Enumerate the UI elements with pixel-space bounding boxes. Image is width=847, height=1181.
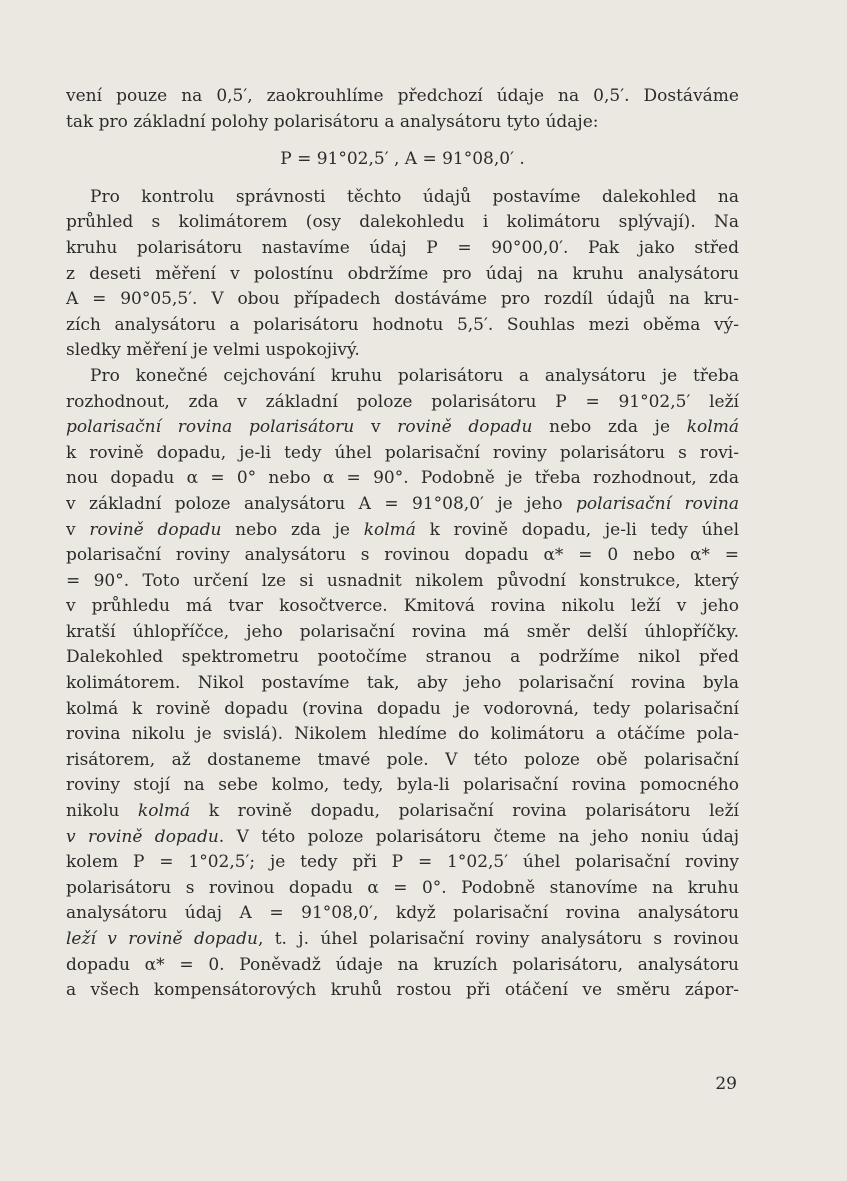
text-line: kolimátorem. Nikol postavíme tak, aby jeho polarisační rovina byla	[66, 673, 739, 694]
text-line: zích analysátoru a polarisátoru hodnotu 5,5′. Souhlas mezi oběma vý-	[66, 314, 739, 335]
text-line: kratší úhlopříčce, jeho polarisační rovina má směr delší úhlopříčky.	[66, 621, 739, 642]
text-line: kolmá k rovině dopadu (rovina dopadu je vodorovná, tedy polarisační	[66, 698, 739, 719]
text-line: roviny stojí na sebe kolmo, tedy, byla-li polarisační rovina pomocného	[66, 775, 739, 796]
text-line: rozhodnout, zda v základní poloze polarisátoru P = 91°02,5′ leží	[66, 391, 739, 412]
text-line: Dalekohled spektrometru pootočíme stranou a podržíme nikol před	[66, 647, 739, 668]
text-line: dopadu α* = 0. Poněvadž údaje na kruzích polarisátoru, analysátoru	[66, 954, 739, 975]
text-line: sledky měření je velmi uspokojivý.	[66, 340, 360, 361]
text-line: a všech kompensátorových kruhů rostou při otáčení ve směru zápor-	[66, 980, 739, 1001]
page-number: 29	[715, 1074, 737, 1094]
text-line: A = 90°05,5′. V obou případech dostáváme pro rozdíl údajů na kru-	[66, 289, 739, 310]
text-line: = 90°. Toto určení lze si usnadnit nikolem původní konstrukce, který	[66, 570, 739, 591]
text-line: nou dopadu α = 0° nebo α = 90°. Podobně je třeba rozhodnout, zda	[66, 468, 739, 489]
text-line: v základní poloze analysátoru A = 91°08,0′ je jeho polarisační rovina	[66, 493, 739, 514]
text-line: průhled s kolimátorem (osy dalekohledu i kolimátoru splývají). Na	[66, 212, 739, 233]
text-line: rovina nikolu je svislá). Nikolem hledíme do kolimátoru a otáčíme pola-	[66, 724, 739, 745]
text-line: v rovině dopadu nebo zda je kolmá k rovině dopadu, je-li tedy úhel	[66, 519, 740, 540]
text-line: kruhu polarisátoru nastavíme údaj P = 90°00,0′. Pak jako střed	[66, 237, 739, 258]
text-line: k rovině dopadu, je-li tedy úhel polarisační roviny polarisátoru s rovi-	[66, 442, 739, 463]
text-line: P = 91°02,5′ , A = 91°08,0′ .	[280, 149, 525, 170]
text-line: Pro konečné cejchování kruhu polarisátoru a analysátoru je třeba	[90, 365, 739, 386]
text-line: Pro kontrolu správnosti těchto údajů postavíme dalekohled na	[90, 186, 739, 207]
text-line: polarisační roviny analysátoru s rovinou dopadu α* = 0 nebo α* =	[66, 545, 739, 566]
text-line: vení pouze na 0,5′, zaokrouhlíme předchozí údaje na 0,5′. Dostáváme	[66, 86, 739, 106]
text-line: kolem P = 1°02,5′; je tedy při P = 1°02,5′ úhel polarisační roviny	[66, 852, 739, 873]
text-line: polarisátoru s rovinou dopadu α = 0°. Podobně stanovíme na kruhu	[66, 877, 739, 898]
text-line: polarisační rovina polarisátoru v rovině dopadu nebo zda je kolmá	[66, 417, 739, 438]
text-line: risátorem, až dostaneme tmavé pole. V této poloze obě polarisační	[66, 749, 739, 770]
text-line: v rovině dopadu. V této poloze polarisátoru čteme na jeho noniu údaj	[66, 826, 739, 847]
text-line: nikolu kolmá k rovině dopadu, polarisační rovina polarisátoru leží	[66, 801, 739, 822]
text-line: tak pro základní polohy polarisátoru a analysátoru tyto údaje:	[66, 111, 599, 132]
text-line: leží v rovině dopadu, t. j. úhel polarisační roviny analysátoru s rovinou	[66, 929, 740, 949]
body-text	[66, 84, 739, 1004]
text-line: analysátoru údaj A = 91°08,0′, když polarisační rovina analysátoru	[66, 903, 739, 924]
text-line: v průhledu má tvar kosočtverce. Kmitová rovina nikolu leží v jeho	[66, 596, 739, 617]
text-line: z deseti měření v polostínu obdržíme pro údaj na kruhu analysátoru	[66, 263, 739, 284]
